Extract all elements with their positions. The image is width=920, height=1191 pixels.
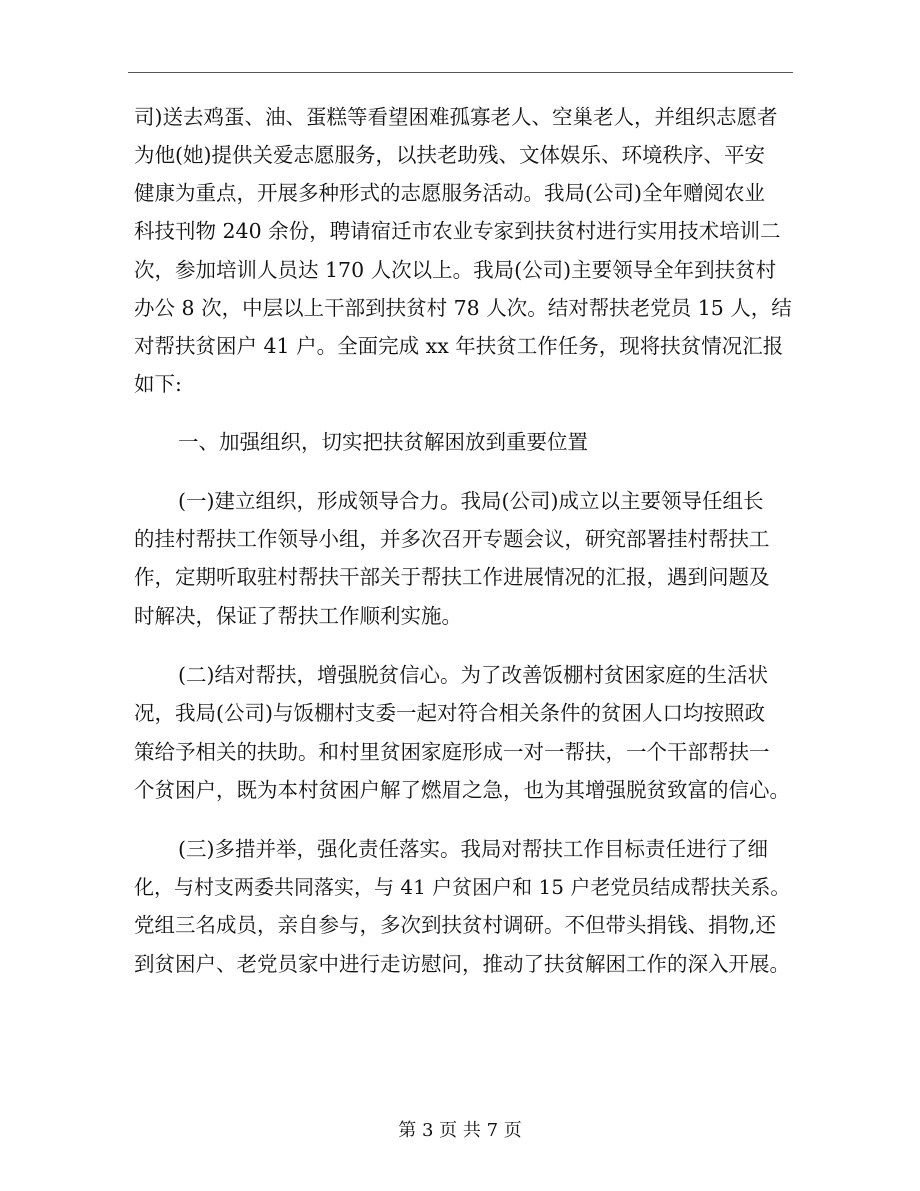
body-line: 党组三名成员，亲自参与，多次到扶贫村调研。不但带头捐钱、捐物,还: [134, 913, 777, 937]
body-line: 时解决，保证了帮扶工作顺利实施。: [134, 604, 462, 628]
paragraph-first-line: (一)建立组织，形成领导合力。我局(公司)成立以主要领导任组长: [178, 489, 764, 513]
section-heading: 一、加强组织，切实把扶贫解困放到重要位置: [178, 430, 588, 454]
body-line: 化，与村支两委共同落实，与 41 户贫困户和 15 户老党员结成帮扶关系。: [134, 875, 791, 899]
body-line: 个贫困户，既为本村贫困户解了燃眉之急，也为其增强脱贫致富的信心。: [134, 778, 790, 802]
body-line: 的挂村帮扶工作领导小组，并多次召开专题会议，研究部署挂村帮扶工: [134, 527, 770, 551]
body-line: 作，定期听取驻村帮扶干部关于帮扶工作进展情况的汇报，遇到问题及: [134, 565, 770, 589]
page-number-footer: 第 3 页 共 7 页: [398, 1120, 522, 1141]
body-line: 办公 8 次，中层以上干部到扶贫村 78 人次。结对帮扶老党员 15 人，结: [134, 296, 792, 320]
body-line: 如下:: [134, 372, 182, 396]
body-line: 况，我局(公司)与饭棚村支委一起对符合相关条件的贫困人口均按照政: [134, 701, 765, 725]
body-line: 为他(她)提供关爱志愿服务，以扶老助残、文体娱乐、环境秩序、平安: [134, 143, 765, 167]
paragraph-first-line: (二)结对帮扶，增强脱贫信心。为了改善饭棚村贫困家庭的生活状: [178, 663, 768, 687]
body-line: 司)送去鸡蛋、油、蛋糕等看望困难孤寡老人、空巢老人，并组织志愿者: [134, 105, 778, 129]
body-line: 科技刊物 240 余份，聘请宿迁市农业专家到扶贫村进行实用技术培训二: [134, 219, 781, 243]
header-rule: [128, 72, 793, 73]
body-line: 策给予相关的扶助。和村里贫困家庭形成一对一帮扶，一个干部帮扶一: [134, 740, 770, 764]
body-line: 对帮扶贫困户 41 户。全面完成 xx 年扶贫工作任务，现将扶贫情况汇报: [134, 334, 784, 358]
body-line: 健康为重点，开展多种形式的志愿服务活动。我局(公司)全年赠阅农业: [134, 181, 765, 205]
paragraph-first-line: (三)多措并举，强化责任落实。我局对帮扶工作目标责任进行了细: [178, 837, 768, 861]
body-line: 到贫困户、老党员家中进行走访慰问，推动了扶贫解困工作的深入开展。: [134, 952, 790, 976]
body-line: 次，参加培训人员达 170 人次以上。我局(公司)主要领导全年到扶贫村: [134, 258, 777, 282]
